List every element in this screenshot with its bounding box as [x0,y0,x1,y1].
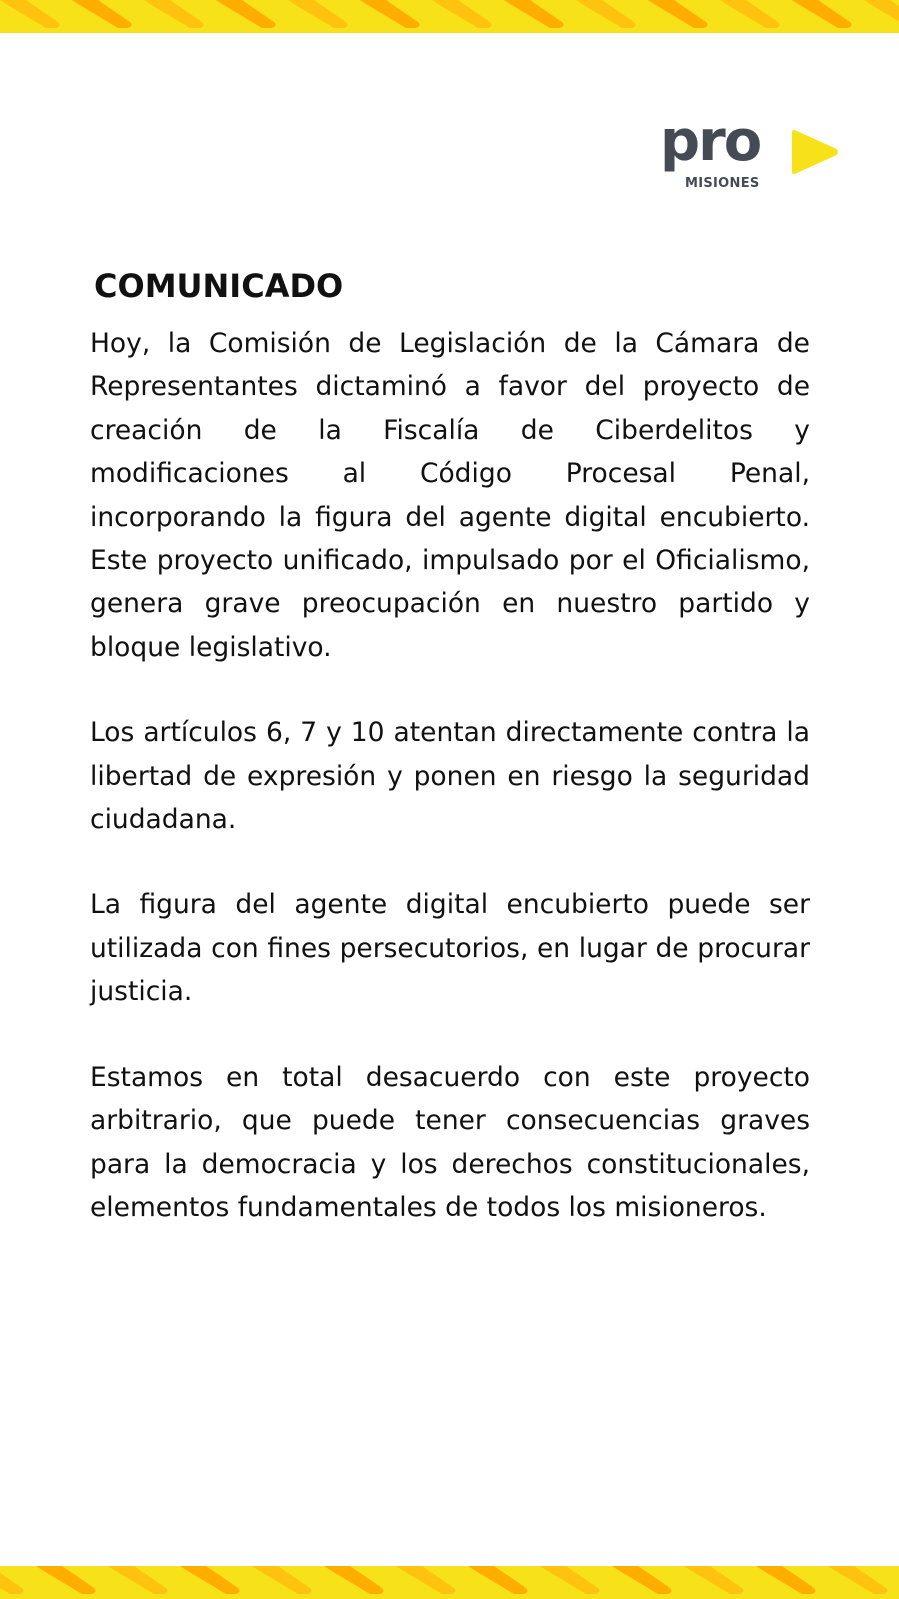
stripe-tab [360,0,420,28]
paragraph-conclusion: Estamos en total desacuerdo con este proyecto arbitrario, que puede tener consecuencias graves para la democracia y los derechos constitucionales, elementos fundamentales de todos los misioneros. [90,1061,810,1223]
paragraph-intro: Hoy, la Comisión de Legislación de la Cámara de Representantes dictaminó a favor del proyecto de creación de la Fiscalía de Ciberdelitos y modificaciones al Código Procesal Penal, incorporando la figura del agente digital encubierto. Este proyecto unificado, impulsado por el Oficialismo, genera grave preocupación en nuestro partido y bloque legislativo. [90,328,810,663]
stripe-tab [684,1566,744,1594]
paragraph-agent: La figura del agente digital encubierto puede ser utilizada con fines persecutorios, en lugar de procurar justicia. [90,889,810,1008]
stripe-tab [72,0,132,28]
stripe-tab [504,0,564,28]
stripe-pattern [0,1566,899,1599]
stripe-tab [720,0,780,28]
stripe-tab [180,1566,240,1594]
stripe-tab [828,1566,888,1594]
stripe-tab [612,1566,672,1594]
stripe-tab [576,0,636,28]
stripe-tab [288,0,348,28]
logo-wordmark: pro [660,109,761,174]
stripe-tab [648,0,708,28]
stripe-tab [468,1566,528,1594]
stripe-tab [324,1566,384,1594]
stripe-tab [432,0,492,28]
document-body [90,322,810,1271]
stripe-tab [864,0,899,28]
play-arrow-icon [790,128,840,176]
paragraph-articles: Los artículos 6, 7 y 10 atentan directamente contra la libertad de expresión y ponen en riesgo la seguridad ciudadana. [90,717,810,836]
stripe-tab [216,0,276,28]
top-decorative-stripe [0,0,899,33]
stripe-tab [36,1566,96,1594]
pro-misiones-logo [660,109,840,202]
stripe-pattern [0,0,899,33]
stripe-tab [108,1566,168,1594]
stripe-tab [144,0,204,28]
document-heading: COMUNICADO [94,267,344,305]
stripe-tab [396,1566,456,1594]
stripe-tab [252,1566,312,1594]
stripe-tab [756,1566,816,1594]
stripe-tab [792,0,852,28]
stripe-tab [0,0,60,28]
logo-subtitle: MISIONES [685,176,760,191]
stripe-tab [0,1566,24,1594]
bottom-decorative-stripe [0,1566,899,1599]
stripe-tab [540,1566,600,1594]
